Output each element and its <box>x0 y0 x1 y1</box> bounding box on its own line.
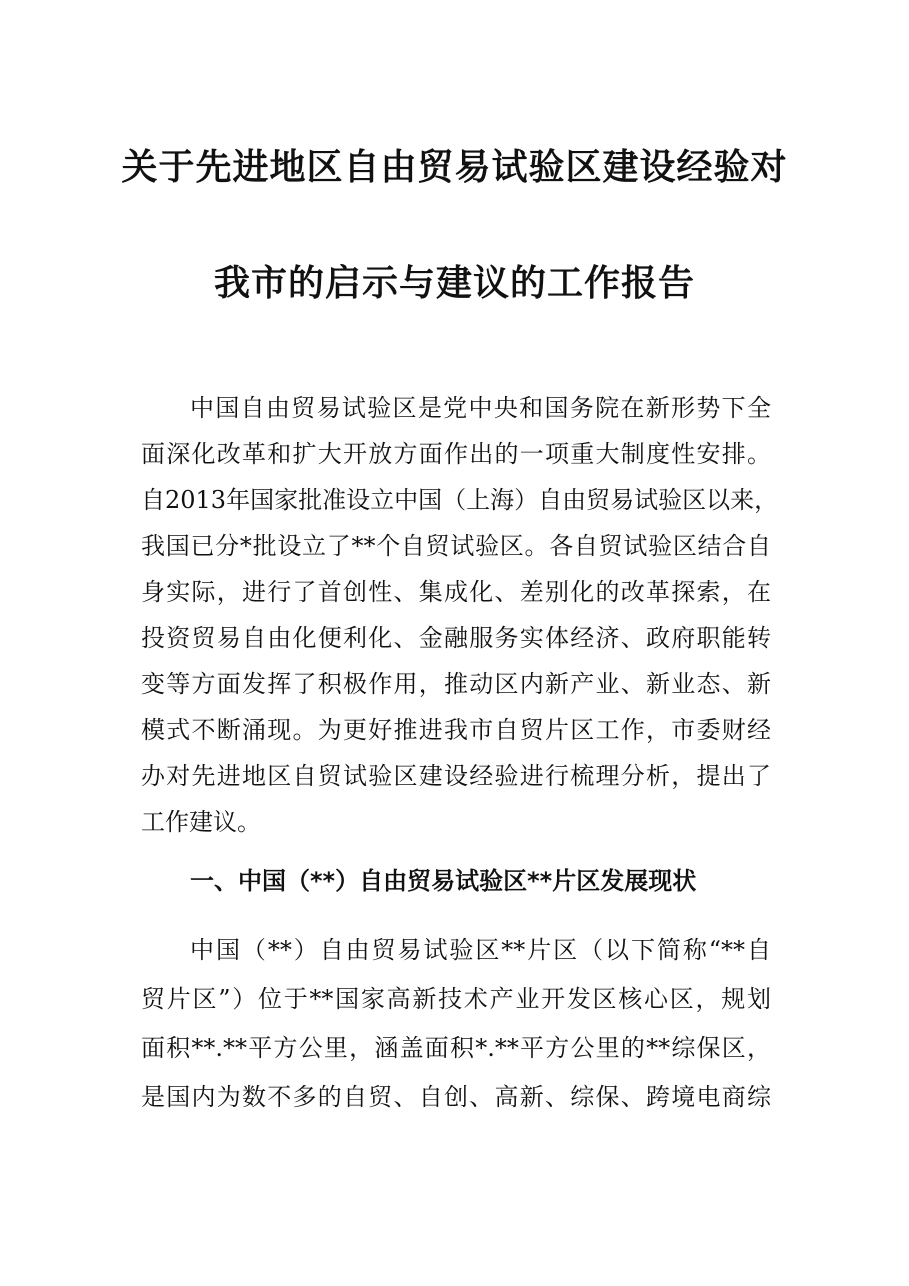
paragraph-line: 面深化改革和扩大开放方面作出的一项重大制度性安排。 <box>141 440 771 468</box>
paragraph-line: 身实际，进行了首创性、集成化、差别化的改革探索，在 <box>141 578 771 606</box>
paragraph-line: 我国已分*批设立了**个自贸试验区。各自贸试验区结合自 <box>141 532 771 560</box>
paragraph-line: 办对先进地区自贸试验区建设经验进行梳理分析，提出了 <box>141 762 771 790</box>
paragraph-line: 变等方面发挥了积极作用，推动区内新产业、新业态、新 <box>141 670 771 698</box>
paragraph-line: 模式不断涌现。为更好推进我市自贸片区工作，市委财经 <box>141 716 771 744</box>
section-heading: 一、中国（**）自由贸易试验区**片区发展现状 <box>190 867 697 895</box>
paragraph-line: 中国自由贸易试验区是党中央和国务院在新形势下全 <box>190 394 771 422</box>
paragraph-line: 投资贸易自由化便利化、金融服务实体经济、政府职能转 <box>141 624 771 652</box>
paragraph-line: 自2013年国家批准设立中国（上海）自由贸易试验区以来， <box>141 486 779 514</box>
paragraph-line: 是国内为数不多的自贸、自创、高新、综保、跨境电商综 <box>141 1083 771 1111</box>
paragraph-line: 中国（**）自由贸易试验区**片区（以下简称“**自 <box>190 936 771 964</box>
document-title-line-2: 我市的启示与建议的工作报告 <box>213 263 695 304</box>
paragraph-line: 面积**.**平方公里，涵盖面积*.**平方公里的**综保区， <box>141 1034 771 1062</box>
paragraph-line: 工作建议。 <box>141 808 261 836</box>
paragraph-line: 贸片区”）位于**国家高新技术产业开发区核心区，规划 <box>141 985 771 1013</box>
document-title-line-1: 关于先进地区自由贸易试验区建设经验对 <box>121 147 788 188</box>
